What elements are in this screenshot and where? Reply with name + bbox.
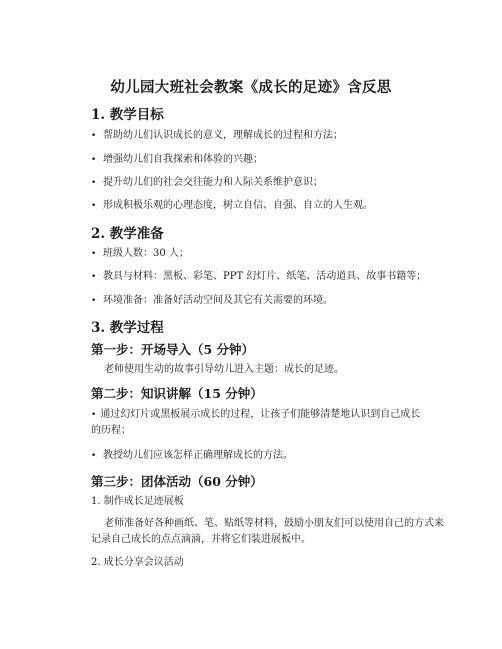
step-heading: 第二步：知识讲解（15 分钟）: [91, 386, 263, 401]
list-item: [91, 175, 421, 191]
section-heading-process: 3. 教学过程: [91, 320, 164, 336]
list-item-text: 班级人数：30 人；: [103, 248, 189, 259]
list-item-text: 教具与材料：黑板、彩笔、PPT 幻灯片、纸笔、活动道具、故事书籍等；: [103, 271, 427, 282]
bullet-icon: •: [91, 451, 97, 461]
list-item: [91, 407, 421, 439]
list-item: [91, 128, 421, 144]
list-item: [91, 293, 421, 309]
bullet-icon: •: [91, 272, 97, 282]
document-title: 幼儿园大班社会教案《成长的足迹》含反思: [110, 79, 392, 96]
list-item: [91, 246, 421, 262]
bullet-icon: •: [91, 410, 97, 420]
step-paragraph: 记录自己成长的点点滴滴，并将它们装进展板中。: [91, 534, 311, 545]
list-item-text: 帮助幼儿们认识成长的意义，理解成长的过程和方法；: [103, 130, 343, 141]
bullet-icon: •: [91, 201, 97, 211]
step-heading: 第一步：开场导入（5 分钟）: [91, 342, 255, 357]
list-item: [91, 152, 421, 168]
step-heading: 第三步：团体活动（60 分钟）: [91, 474, 263, 489]
list-item-text: 形成积极乐观的心理态度，树立自信、自强、自立的人生观。: [103, 200, 373, 211]
list-item-text: 环境准备：准备好活动空间及其它有关需要的环境。: [103, 295, 333, 306]
bullet-icon: •: [91, 249, 97, 259]
list-item-text: 增强幼儿们自我探索和体验的兴趣；: [103, 154, 263, 165]
bullet-icon: •: [91, 178, 97, 188]
list-item-text: 通过幻灯片或黑板展示成长的过程，让孩子们能够清楚地认识到自己成长的历程；: [91, 409, 421, 436]
step-paragraph: 老师准备好各种画纸、笔、贴纸等材料，鼓励小朋友们可以使用自己的方式来: [104, 518, 444, 529]
list-item: [91, 269, 427, 285]
list-item-text: 教授幼儿们应该怎样正确理解成长的方法。: [103, 450, 293, 461]
bullet-icon: •: [91, 296, 97, 306]
section-heading-prep: 2. 教学准备: [91, 226, 164, 242]
bullet-icon: •: [91, 131, 97, 141]
list-item-text: 提升幼儿们的社会交往能力和人际关系维护意识；: [103, 177, 323, 188]
step-paragraph: 老师使用生动的故事引导幼儿进入主题：成长的足迹。: [104, 364, 344, 375]
list-item: [91, 198, 421, 214]
section-heading-goals: 1. 教学目标: [91, 107, 164, 123]
sub-heading: 1. 制作成长足迹展板: [91, 496, 184, 507]
bullet-icon: •: [91, 155, 97, 165]
sub-heading: 2. 成长分享会议活动: [91, 557, 184, 568]
list-item: [91, 448, 421, 464]
